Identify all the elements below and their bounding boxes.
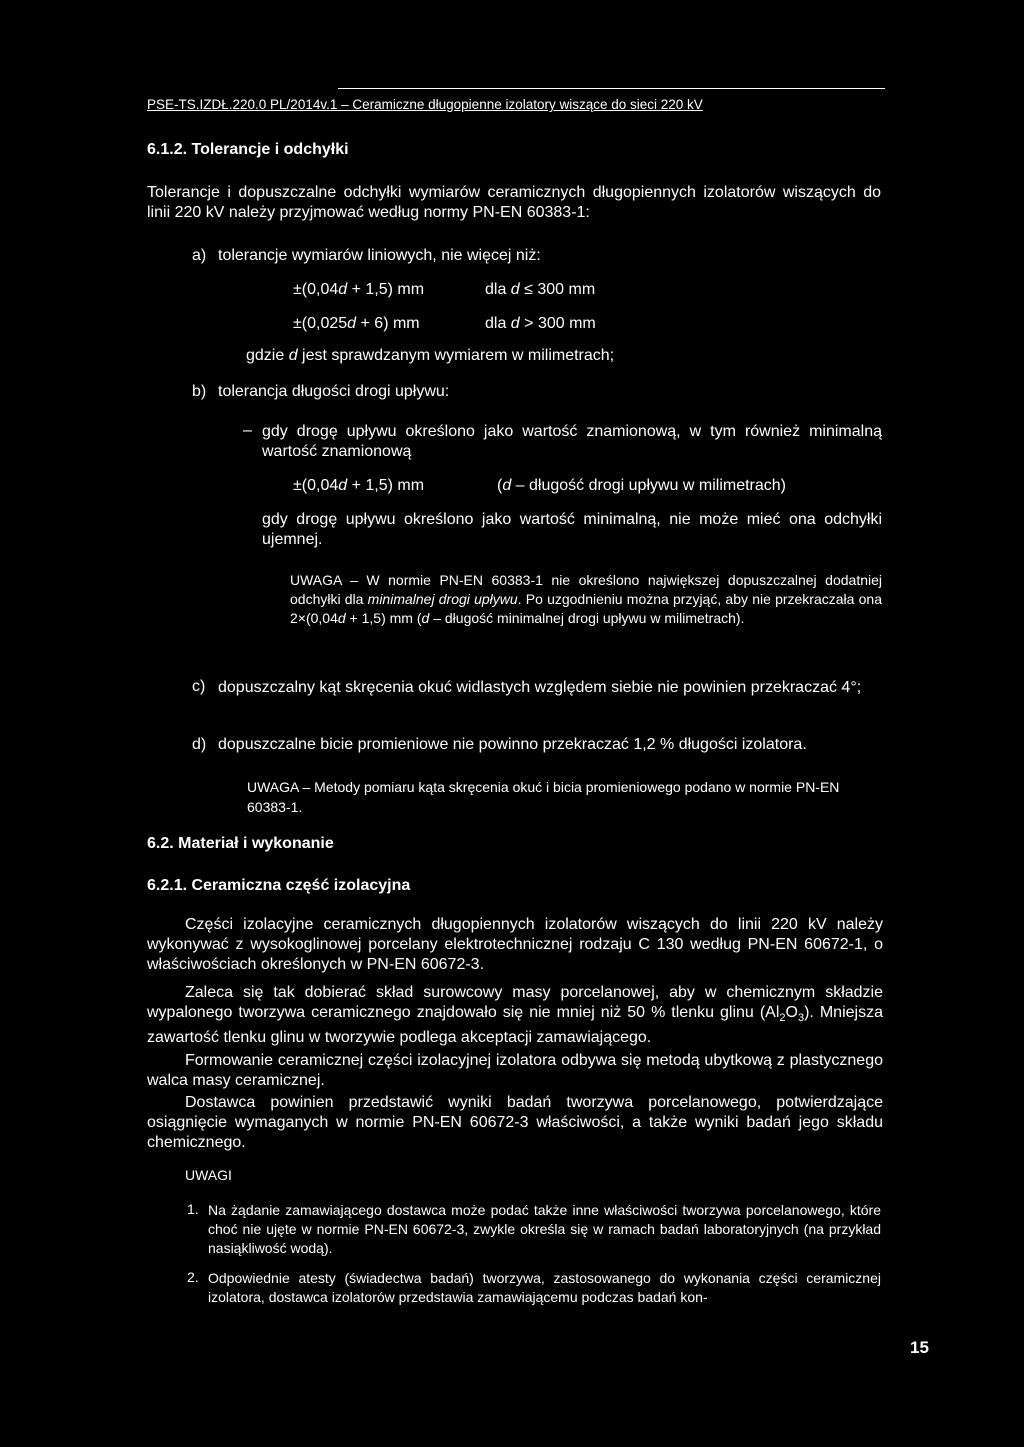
note-1-number: 1.: [187, 1201, 199, 1217]
section-heading-62: 6.2. Materiał i wykonanie: [147, 835, 334, 852]
paragraph-2: Zaleca się tak dobierać skład surowcowy masy porcelanowej, aby w chemicznym składzie wypalonego tworzywa ceramicznego znajdowało się nie mniej niż 50 % tlenku glinu $(Al_2O_3)$. Mniejsza zawartość tlenku glinu w tworzywie podlega akceptacji zamawiającego.: [147, 984, 883, 1047]
item-b-label: b): [192, 383, 207, 400]
running-header: [147, 97, 703, 112]
formula-b: ±(0,04d + 1,5) mm: [293, 477, 425, 494]
paragraph-4: Dostawca powinien przedstawić wyniki badań tworzywa porcelanowego, potwierdzające osiągnięcie wymaganych w normie PN-EN 60672-3 właściwości, a także wyniki badań jego składu chemicznego.: [147, 1094, 883, 1151]
note-2-number: 2.: [187, 1269, 199, 1285]
note-2-text: Odpowiednie atesty (świadectwa badań) tworzywa, zastosowanego do wykonania części ceramicznej izolatora, dostawca izolatorów przedstawia zamawiającemu podczas badań kon-: [208, 1270, 881, 1305]
item-c-label: c): [192, 678, 206, 695]
item-b-dash: –: [243, 422, 252, 439]
section-heading-621: 6.2.1. Ceramiczna część izolacyjna: [147, 877, 411, 894]
intro-paragraph: Tolerancje i dopuszczalne odchyłki wymiarów ceramicznych długopiennych izolatorów wiszących do linii 220 kV należy przyjmować według normy PN-EN 60383-1:: [147, 184, 881, 221]
notes-title: UWAGI: [185, 1167, 232, 1183]
doc-id: PSE-TS.IZDŁ.220.0 PL/2014v.1: [147, 97, 338, 112]
item-d-label: d): [192, 736, 207, 753]
header-rule: [338, 88, 885, 89]
item-a-label: a): [192, 247, 207, 264]
item-d-text: dopuszczalne bicie promieniowe nie powinno przekraczać 1,2 % długości izolatora.: [218, 736, 807, 753]
page-number: 15: [910, 1338, 929, 1357]
condition-a2: dla d > 300 mm: [485, 315, 596, 332]
paragraph-1: Części izolacyjne ceramicznych długopiennych izolatorów wiszących do linii 220 kV należy wykonywać z wysokoglinowej porcelany elektrotechnicznej rodzaju C 130 według PN-EN 60672-1, o właściwościach określonych w PN-EN 60672-3.: [147, 916, 883, 973]
paragraph-3: Formowanie ceramicznej części izolacyjnej izolatora odbywa się metodą ubytkową z plastycznego walca masy ceramicznej.: [147, 1052, 883, 1089]
note-uwaga-2: UWAGA – Metody pomiaru kąta skręcenia okuć i bicia promieniowego podano w normie PN-EN 60383-1.: [247, 779, 840, 815]
formula-a1: ±(0,04d + 1,5) mm: [293, 281, 425, 298]
formula-b-note: (d – długość drogi upływu w milimetrach): [497, 477, 787, 494]
item-b-case1: gdy drogę upływu określono jako wartość znamionową, w tym również minimalną wartość znamionową: [262, 423, 882, 460]
item-b-text: tolerancja długości drogi upływu:: [218, 383, 450, 400]
note-uwaga-1: UWAGA – W normie PN-EN 60383-1 nie określono największej dopuszczalnej dodatniej odchyłki dla minimalnej drogi upływu. Po uzgodnieniu można przyjąć, aby nie przekraczała ona 2×(0,04d + 1,5) mm (d – długość minimalnej drogi upływu w milimetrach).: [290, 572, 882, 626]
section-heading-612: 6.1.2. Tolerancje i odchyłki: [147, 141, 349, 158]
item-c-text: dopuszczalny kąt skręcenia okuć widlastych względem siebie nie powinien przekraczać 4°;: [218, 679, 862, 696]
doc-title: – Ceramiczne długopienne izolatory wiszące do sieci 220 kV: [337, 97, 703, 112]
formula-a2: ±(0,025d + 6) mm: [293, 315, 420, 332]
condition-a1: dla d ≤ 300 mm: [485, 281, 596, 298]
item-b-case2: gdy drogę upływu określono jako wartość minimalną, nie może mieć ona odchyłki ujemnej.: [262, 511, 882, 548]
where-clause-a: gdzie d jest sprawdzanym wymiarem w milimetrach;: [246, 347, 615, 364]
item-a-text: tolerancje wymiarów liniowych, nie więcej niż:: [218, 247, 541, 264]
note-1-text: Na żądanie zamawiającego dostawca może podać także inne właściwości tworzywa porcelanowego, które choć nie ujęte w normie PN-EN 60672-3, zwykle określa się w ramach badań laboratoryjnych (na przykład nasiąkliwość wodą).: [208, 1202, 881, 1256]
